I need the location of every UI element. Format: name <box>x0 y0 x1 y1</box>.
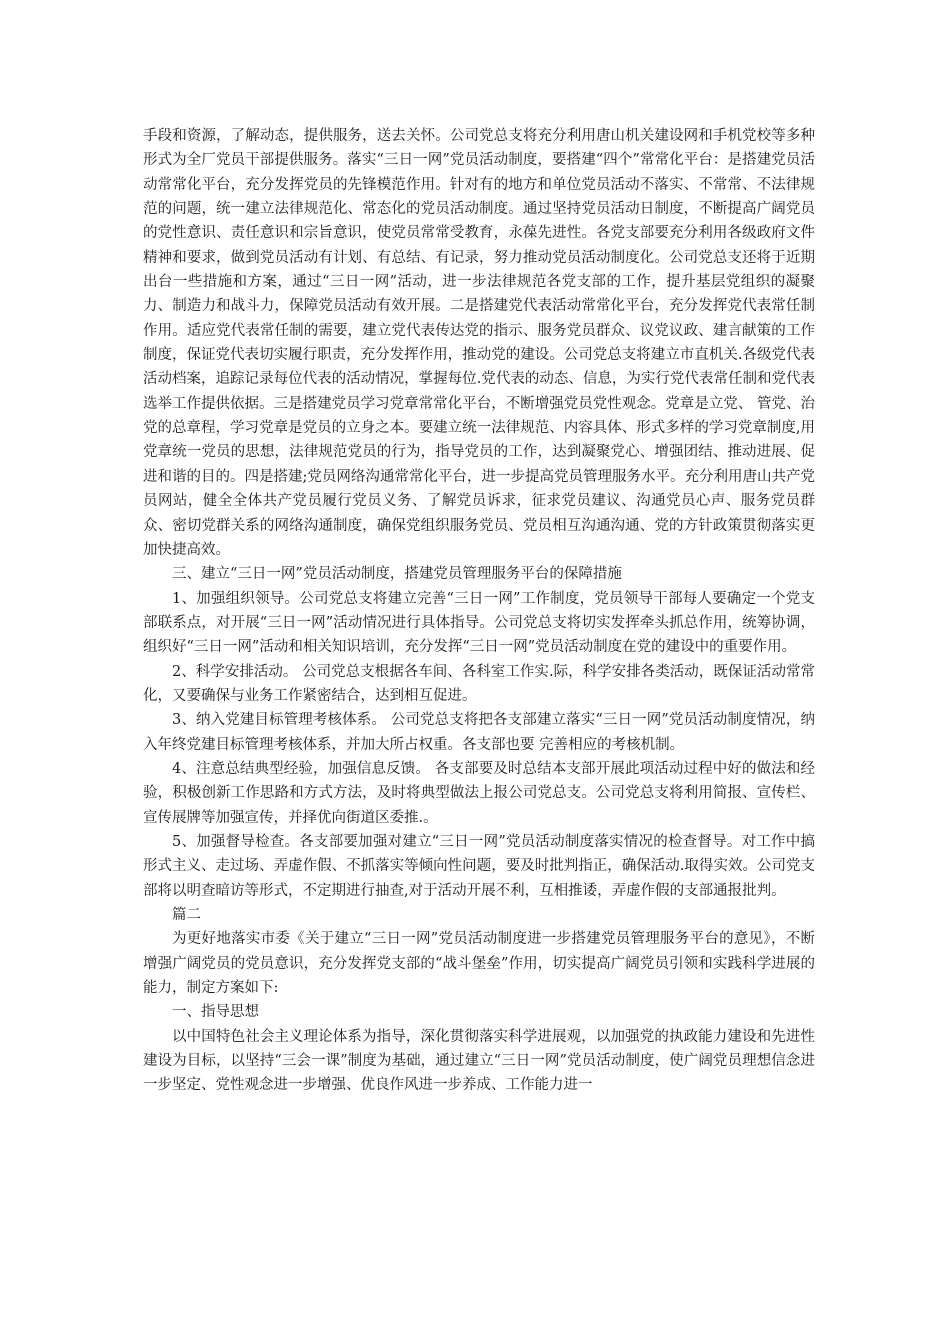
paragraph-guiding-thought: 以中国特色社会主义理论体系为指导，深化贯彻落实科学进展观，以加强党的执政能力建设和先进性建设为目标，以坚持“三会一课”制度为基础，通过建立“三日一网”党员活动制度，使广阔党员理想信念进一步坚定、党性观念进一步增强、优良作风进一步养成、工作能力进一 <box>143 1028 815 1094</box>
section-heading-3: 三、建立“三日一网”党员活动制度，搭建党员管理服务平台的保障措施 <box>172 566 622 583</box>
paragraph-measure-4: 4、注意总结典型经验，加强信息反馈。 各支部要及时总结本支部开展此项活动过程中好的做法和经验，积极创新工作思路和方式方法，及时将典型做法上报公司党总支。公司党总支将利用简报、宣传栏、宣传展牌等加强宣传，并择优向街道区委推.。 <box>143 760 815 826</box>
paragraph-measure-3: 3、纳入党建目标管理考核体系。 公司党总支将把各支部建立落实“三日一网”党员活动制度情况，纳入年终党建目标管理考核体系，并加大所占权重。各支部也要 完善相应的考核机制。 <box>143 712 815 753</box>
part-heading: 篇二 <box>172 907 201 923</box>
paragraph-1: 手段和资源，了解动态，提供服务，送去关怀。公司党总支将充分利用唐山机关建设网和手机党校等多种形式为全厂党员干部提供服务。落实“三日一网”党员活动制度，要搭建“四个”常常化平台：是搭建党员活动常常化平台，充分发挥党员的先锋模范作用。针对有的地方和单位党员活动不落实、不常常、不法律规范的问题，统一建立法律规范化、常态化的党员活动制度。通过坚持党员活动日制度，不断提高广阔党员的党性意识、责任意识和宗旨意识，使党员常常受教育，永葆先进性。各党支部要充分利用各级政府文件精神和要求，做到党员活动有计划、有总结、有记录，努力推动党员活动制度化。公司党总支还将于近期出台一些措施和方案，通过“三日一网”活动，进一步法律规范各党支部的工作，提升基层党组织的凝聚力、制造力和战斗力，保障党员活动有效开展。二是搭建党代表活动常常化平台，充分发挥党代表常任制作用。适应党代表常任制的需要，建立党代表传达党的指示、服务党员群众、议党议政、建言献策的工作制度，保证党代表切实履行职责，充分发挥作用，推动党的建设。公司党总支将建立市直机关.各级党代表活动档案，追踪记录每位代表的活动情况，掌握每位.党代表的动态、信息，为实行党代表常任制和党代表选举工作提供依据。三是搭建党员学习党章常常化平台，不断增强党员党性观念。党章是立党、 管党、治党的总章程，学习党章是党员的立身之本。要建立统一法律规范、内容具体、形式多样的学习党章制度,用党章统一党员的思想，法律规范党员的行为，指导党员的工作，达到凝聚党心、增强团结、推动进展、促进和谐的目的。四是搭建;党员网络沟通常常化平台，进一步提高党员管理服务水平。充分利用唐山共产党员网站，健全全体共产党员履行党员义务、了解党员诉求，征求党员建议、沟通党员心声、服务党员群众、密切党群关系的网络沟通制度，确保党组织服务党员、党员相互沟通沟通、党的方针政策贯彻落实更加快捷高效。 <box>143 128 815 558</box>
document-body <box>143 124 815 1098</box>
paragraph-measure-1: 1、加强组织领导。公司党总支将建立完善“三日一网”工作制度，党员领导干部每人要确定一个党支部联系点，对开展“三日一网”活动情况进行具体指导。公司党总支将切实发挥牵头抓总作用，统筹协调，组织好“三日一网”活动和相关知识培训，充分发挥“三日一网”党员活动制度在党的建设中的重要作用。 <box>143 590 815 656</box>
paragraph-measure-5: 5、加强督导检查。各支部要加强对建立“三日一网”党员活动制度落实情况的检查督导。对工作中搞形式主义、走过场、弄虚作假、不抓落实等倾向性问题，要及时批判指正，确保活动.取得实效。公司党支部将以明查暗访等形式，不定期进行抽查,对于活动开展不利，互相推诿，弄虚作假的支部通报批判。 <box>143 833 815 899</box>
section-heading-1: 一、指导思想 <box>172 1004 259 1021</box>
paragraph-measure-2: 2、科学安排活动。 公司党总支根据各车间、各科室工作实.际，科学安排各类活动，既保证活动常常化，又要确保与业务工作紧密结合，达到相互促进。 <box>143 663 815 704</box>
paragraph-intro: 为更好地落实市委《关于建立“三日一网”党员活动制度进一步搭建党员管理服务平台的意见》，不断增强广阔党员的党员意识，充分发挥党支部的“战斗堡垒”作用，切实提高广阔党员引领和实践科学进展的能力，制定方案如下: <box>143 931 815 997</box>
